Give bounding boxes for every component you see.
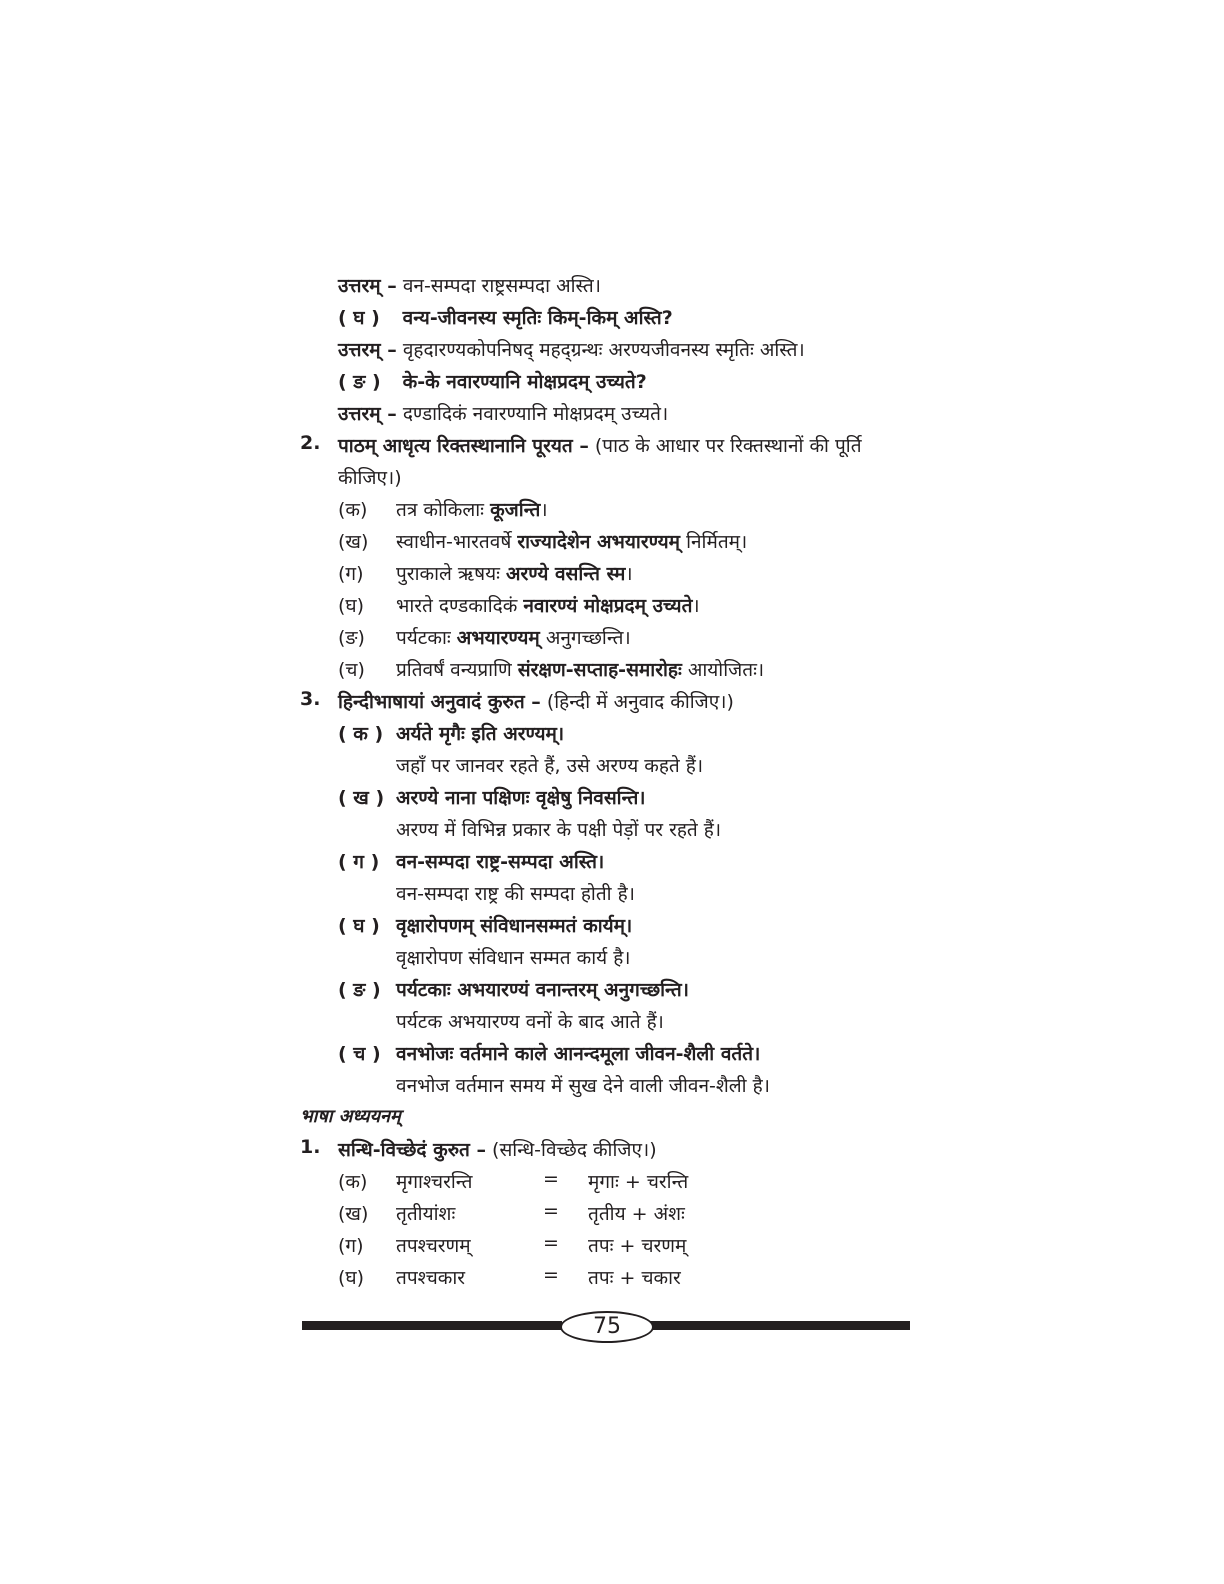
item-text-end: । (625, 563, 633, 585)
page-number: 75 (560, 1311, 654, 1343)
hindi-translation: पर्यटक अभयारण्य वनों के बाद आते हैं। (396, 1011, 664, 1033)
sandhi-row (338, 1264, 898, 1290)
hindi-translation: वन-सम्पदा राष्ट्र की सम्पदा होती है। (396, 883, 635, 905)
answer-line (338, 336, 805, 362)
item-text-end: अनुगच्छन्ति। (545, 627, 631, 649)
item-answer: कूजन्ति (490, 499, 541, 521)
item-label: (घ) (338, 595, 365, 617)
sandhi-word: तृतीयांशः (396, 1203, 456, 1225)
equals-sign: = (543, 1232, 559, 1254)
q3-hint: (हिन्दी में अनुवाद कीजिए।) (546, 691, 734, 713)
q2-hint-cont: कीजिए।) (338, 467, 402, 489)
sandhi-row (338, 1200, 898, 1226)
item-label: (ख) (338, 1203, 369, 1225)
translate-item (338, 848, 604, 874)
q3-title: हिन्दीभाषायां अनुवादं कुरुत – (338, 691, 541, 713)
answer-line (338, 400, 668, 426)
question-text: के-के नवारण्यानि मोक्षप्रदम् उच्यते? (402, 371, 647, 393)
item-label: (च) (338, 659, 365, 681)
item-answer: नवारण्यं मोक्षप्रदम् उच्यते (523, 595, 693, 617)
item-answer: अभयारण्यम् (456, 627, 540, 649)
translate-item (338, 912, 632, 938)
hindi-translation: वनभोज वर्तमान समय में सुख देने वाली जीवन-शैली है। (396, 1075, 770, 1097)
answer-text: वन-सम्पदा राष्ट्रसम्पदा अस्ति। (402, 275, 601, 297)
answer-prefix: उत्तरम् – (338, 275, 397, 297)
item-label: (ग) (338, 563, 364, 585)
item-text: प्रतिवर्षं वन्यप्राणि (396, 659, 512, 681)
answer-prefix: उत्तरम् – (338, 403, 397, 425)
answer-text: वृहदारण्यकोपनिषद् महद्ग्रन्थः अरण्यजीवनस्य स्मृतिः अस्ति। (402, 339, 805, 361)
item-answer: अरण्ये वसन्ति स्म (506, 563, 626, 585)
q3-number: 3. (300, 688, 321, 710)
equals-sign: = (543, 1168, 559, 1190)
item-text-end: । (540, 499, 548, 521)
fill-item (338, 560, 633, 586)
fill-item (338, 592, 700, 618)
fill-item (338, 624, 631, 650)
item-label: ( च ) (338, 1043, 381, 1065)
item-text: स्वाधीन-भारतवर्षे (396, 531, 512, 553)
hindi-translation: अरण्य में विभिन्न प्रकार के पक्षी पेड़ों पर रहते हैं। (396, 819, 722, 841)
sanskrit-text: अरण्ये नाना पक्षिणः वृक्षेषु निवसन्ति। (396, 787, 646, 809)
hindi-translation: वृक्षारोपण संविधान सम्मत कार्य है। (396, 947, 631, 969)
sanskrit-text: अर्यते मृगैः इति अरण्यम्। (396, 723, 565, 745)
item-text-end: आयोजितः। (687, 659, 765, 681)
sandhi-word: मृगाश्चरन्ति (396, 1171, 473, 1193)
item-label: ( ग ) (338, 851, 380, 873)
fill-item (338, 496, 548, 522)
item-label: ( घ ) (338, 915, 380, 937)
sanskrit-text: वन-सम्पदा राष्ट्र-सम्पदा अस्ति। (396, 851, 605, 873)
sandhi-split: तपः + चरणम् (588, 1235, 687, 1257)
answer-line (338, 272, 601, 298)
sanskrit-text: वनभोजः वर्तमाने काले आनन्दमूला जीवन-शैली वर्तते। (396, 1043, 761, 1065)
question-label: ( घ ) (338, 307, 380, 329)
question-text: वन्य-जीवनस्य स्मृतिः किम्-किम् अस्ति? (402, 307, 673, 329)
hindi-translation: जहाँ पर जानवर रहते हैं, उसे अरण्य कहते हैं। (396, 755, 704, 777)
item-label: ( क ) (338, 723, 384, 745)
question-label: ( ङ ) (338, 371, 381, 393)
q2-number: 2. (300, 432, 321, 454)
sandhi-row (338, 1232, 898, 1258)
translate-item (338, 784, 645, 810)
translate-item (338, 976, 689, 1002)
sandhi-word: तपश्चरणम् (396, 1235, 471, 1257)
answer-prefix: उत्तरम् – (338, 339, 397, 361)
item-text-end: निर्मितम्। (686, 531, 748, 553)
fill-item (338, 528, 747, 554)
item-label: (क) (338, 499, 368, 521)
item-text: तत्र कोकिलाः (396, 499, 485, 521)
item-label: ( ङ ) (338, 979, 381, 1001)
sandhi-split: मृगाः + चरन्ति (588, 1171, 689, 1193)
fill-item (338, 656, 764, 682)
sandhi-split: तृतीय + अंशः (588, 1203, 685, 1225)
sandhi-title: सन्धि-विच्छेदं कुरुत – (338, 1139, 486, 1161)
translate-item (338, 720, 564, 746)
item-text-end: । (692, 595, 700, 617)
section-heading: भाषा अध्ययनम् (300, 1106, 401, 1127)
question-line (338, 368, 647, 394)
item-label: (ख) (338, 531, 369, 553)
item-label: (क) (338, 1171, 368, 1193)
question-line (338, 304, 673, 330)
item-label: (ङ) (338, 627, 365, 649)
sandhi-word: तपश्चकार (396, 1267, 466, 1289)
item-text: पर्यटकाः (396, 627, 451, 649)
q2-hint: (पाठ के आधार पर रिक्तस्थानों की पूर्ति (594, 435, 862, 457)
sandhi-split: तपः + चकार (588, 1267, 681, 1289)
translate-item (338, 1040, 760, 1066)
equals-sign: = (543, 1200, 559, 1222)
sanskrit-text: वृक्षारोपणम् संविधानसम्मतं कार्यम्। (396, 915, 633, 937)
sandhi-hint: (सन्धि-विच्छेद कीजिए।) (492, 1139, 657, 1161)
equals-sign: = (543, 1264, 559, 1286)
answer-text: दण्डादिकं नवारण्यानि मोक्षप्रदम् उच्यते। (402, 403, 669, 425)
item-text: पुराकाले ऋषयः (396, 563, 500, 585)
sandhi-row (338, 1168, 898, 1194)
q2-title: पाठम् आधृत्य रिक्तस्थानानि पूरयत – (338, 435, 589, 457)
footer-rule-left (302, 1321, 562, 1330)
item-text: भारते दण्डकादिकं (396, 595, 518, 617)
footer-rule-right (648, 1321, 910, 1330)
item-label: (घ) (338, 1267, 365, 1289)
item-answer: राज्यादेशेन अभयारण्यम् (517, 531, 681, 553)
item-answer: संरक्षण-सप्ताह-समारोहः (517, 659, 682, 681)
sanskrit-text: पर्यटकाः अभयारण्यं वनान्तरम् अनुगच्छन्ति। (396, 979, 689, 1001)
item-label: (ग) (338, 1235, 364, 1257)
sandhi-number: 1. (300, 1136, 321, 1158)
item-label: ( ख ) (338, 787, 385, 809)
